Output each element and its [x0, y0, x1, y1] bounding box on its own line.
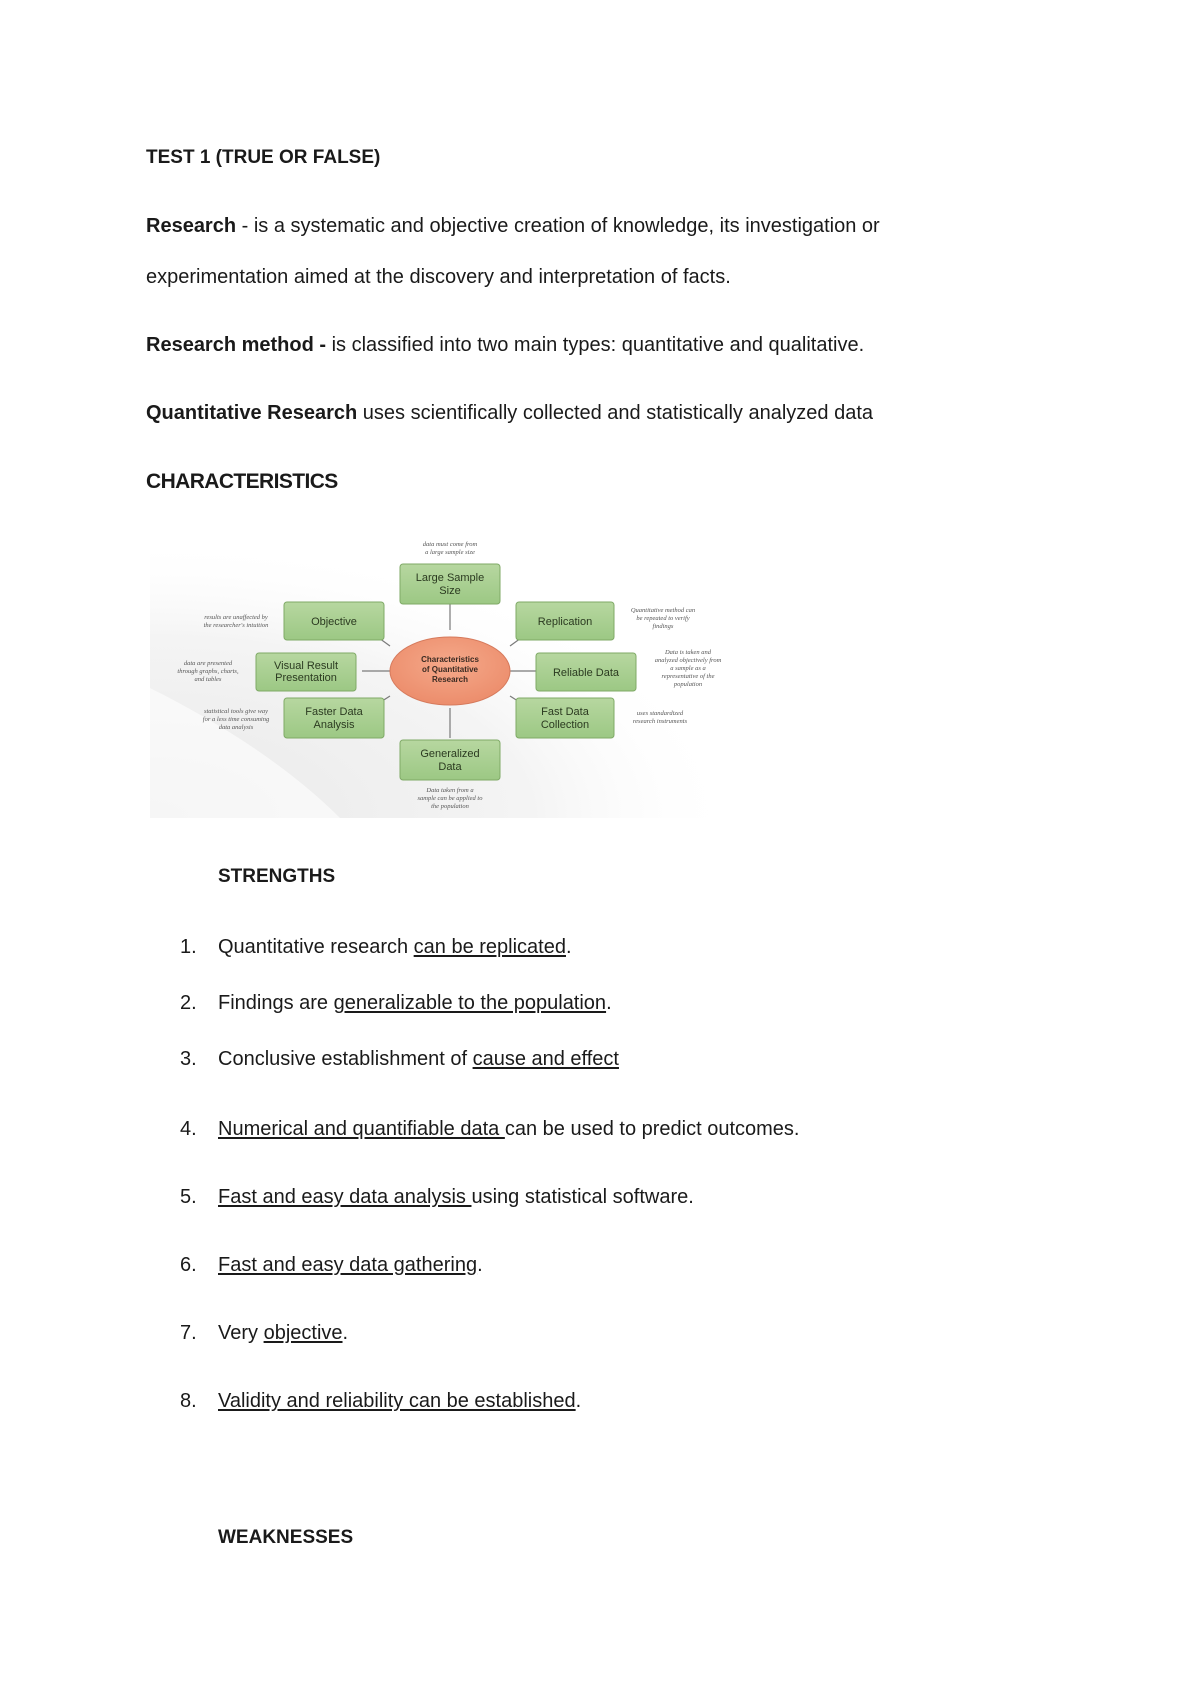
note-large-sample-2: a large sample size: [425, 549, 475, 556]
node-large-sample-label-1: Large Sample: [415, 572, 485, 584]
note-objective-1: results are unaffected by: [204, 614, 268, 621]
strength-underlined-text: Numerical and quantifiable data: [218, 1118, 505, 1140]
note-generalized-2: sample can be applied to: [417, 795, 483, 802]
strength-number: 4.: [180, 1118, 197, 1140]
note-generalized-1: Data taken from a: [426, 787, 474, 794]
strength-text: Conclusive establishment of: [218, 1048, 473, 1070]
research-method-term: Research method -: [146, 334, 332, 356]
node-objective-label: Objective: [311, 616, 357, 628]
research-method-def: is classified into two main types: quantitative and qualitative.: [331, 334, 865, 356]
node-faster-analysis-label-2: Analysis: [313, 719, 355, 731]
strength-text: Very: [218, 1322, 264, 1344]
node-large-sample-label-2: Size: [439, 585, 461, 597]
note-faster-analysis-3: data analysis: [218, 724, 254, 731]
note-reliable-5: population: [673, 681, 703, 688]
strength-number: 2.: [180, 992, 197, 1014]
node-visual-label-1: Visual Result: [274, 660, 338, 672]
note-visual-3: and tables: [194, 676, 222, 683]
node-faster-analysis-label-1: Faster Data: [305, 706, 363, 718]
research-term: Research: [146, 215, 237, 237]
strength-text-end: using statistical software.: [471, 1186, 694, 1208]
characteristics-heading: CHARACTERISTICS: [146, 470, 338, 493]
strength-underlined-text: Fast and easy data analysis: [218, 1186, 472, 1208]
characteristics-diagram: [150, 538, 740, 818]
node-generalized-label-2: Data: [438, 761, 462, 773]
strength-item: [180, 1254, 483, 1277]
strength-item: [180, 936, 572, 959]
strengths-heading: STRENGTHS: [218, 866, 336, 887]
weaknesses-heading: WEAKNESSES: [218, 1527, 354, 1548]
research-def-line1: - is a systematic and objective creation of knowledge, its investigation or: [236, 215, 880, 237]
quantitative-term: Quantitative Research: [146, 402, 358, 424]
strength-text: Findings are: [218, 992, 334, 1014]
test-title: TEST 1 (TRUE OR FALSE): [146, 147, 381, 168]
center-label-2: of Quantitative: [421, 665, 479, 674]
note-reliable-3: a sample as a: [670, 665, 706, 672]
research-def-line2: experimentation aimed at the discovery and interpretation of facts.: [146, 266, 731, 288]
strength-text-end: .: [477, 1254, 483, 1276]
strength-item: [180, 1048, 619, 1071]
quantitative-def: uses scientifically collected and statistically analyzed data: [357, 402, 874, 424]
strength-number: 6.: [180, 1254, 197, 1276]
note-replication-3: findings: [652, 623, 674, 630]
note-large-sample-1: data must come from: [422, 541, 478, 548]
node-fast-collection-label-1: Fast Data: [541, 706, 589, 718]
strength-underlined-text: Fast and easy data gathering: [218, 1254, 478, 1276]
strength-number: 3.: [180, 1048, 197, 1070]
node-fast-collection-label-2: Collection: [540, 719, 590, 731]
strength-text-end: .: [565, 936, 572, 958]
node-large-sample-size: [400, 564, 500, 604]
strength-underlined-text: Validity and reliability can be established: [218, 1390, 576, 1412]
note-faster-analysis-1: statistical tools give way: [203, 708, 269, 715]
note-visual-2: through graphs, charts,: [177, 668, 239, 675]
strength-underlined-text: cause and effect: [472, 1048, 619, 1070]
strength-text-end: .: [575, 1390, 582, 1412]
note-fast-collection-2: research instruments: [632, 718, 688, 725]
strength-underlined-text: generalizable to the population: [333, 992, 607, 1014]
node-faster-data-analysis: [284, 698, 384, 738]
node-generalized-data: [400, 740, 500, 780]
node-visual-label-2: Presentation: [275, 672, 337, 684]
node-replication-label: Replication: [537, 616, 593, 628]
strength-number: 5.: [180, 1186, 197, 1208]
note-fast-collection-1: uses standardized: [636, 710, 684, 717]
strength-number: 1.: [180, 936, 197, 958]
node-fast-data-collection: [516, 698, 614, 738]
strength-number: 7.: [180, 1322, 197, 1344]
strength-text: Quantitative research: [218, 936, 414, 958]
quantitative-definition: [146, 402, 873, 425]
note-visual-1: data are presented: [183, 660, 233, 667]
node-generalized-label-1: Generalized: [420, 748, 480, 760]
strength-underlined-text: objective: [263, 1322, 343, 1344]
center-label-1: Characteristics: [421, 655, 479, 664]
note-reliable-2: analyzed objectively from: [654, 657, 722, 664]
note-objective-2: the researcher's intuition: [203, 622, 269, 629]
strength-text-end: can be used to predict outcomes.: [504, 1118, 800, 1140]
node-reliable-label: Reliable Data: [552, 667, 620, 679]
strength-text-end: .: [606, 992, 612, 1014]
strength-underlined-text: can be replicated: [413, 936, 566, 958]
strength-item: [180, 1118, 799, 1141]
note-generalized-3: the population: [431, 803, 469, 810]
note-faster-analysis-2: for a less time consuming: [202, 716, 270, 723]
research-method-definition: [146, 334, 864, 357]
research-definition: [146, 215, 880, 238]
center-label-3: Research: [431, 675, 469, 684]
note-replication-1: Quantitative method can: [630, 607, 696, 614]
strength-item: [180, 992, 612, 1015]
note-reliable-4: representative of the: [661, 673, 715, 680]
strength-number: 8.: [180, 1390, 197, 1412]
strength-item: [180, 1322, 348, 1345]
note-replication-2: be repeated to verify: [636, 615, 690, 622]
strength-text-end: .: [342, 1322, 349, 1344]
strength-item: [180, 1390, 581, 1413]
strength-item: [180, 1186, 694, 1209]
note-reliable-1: Data is taken and: [664, 649, 712, 656]
